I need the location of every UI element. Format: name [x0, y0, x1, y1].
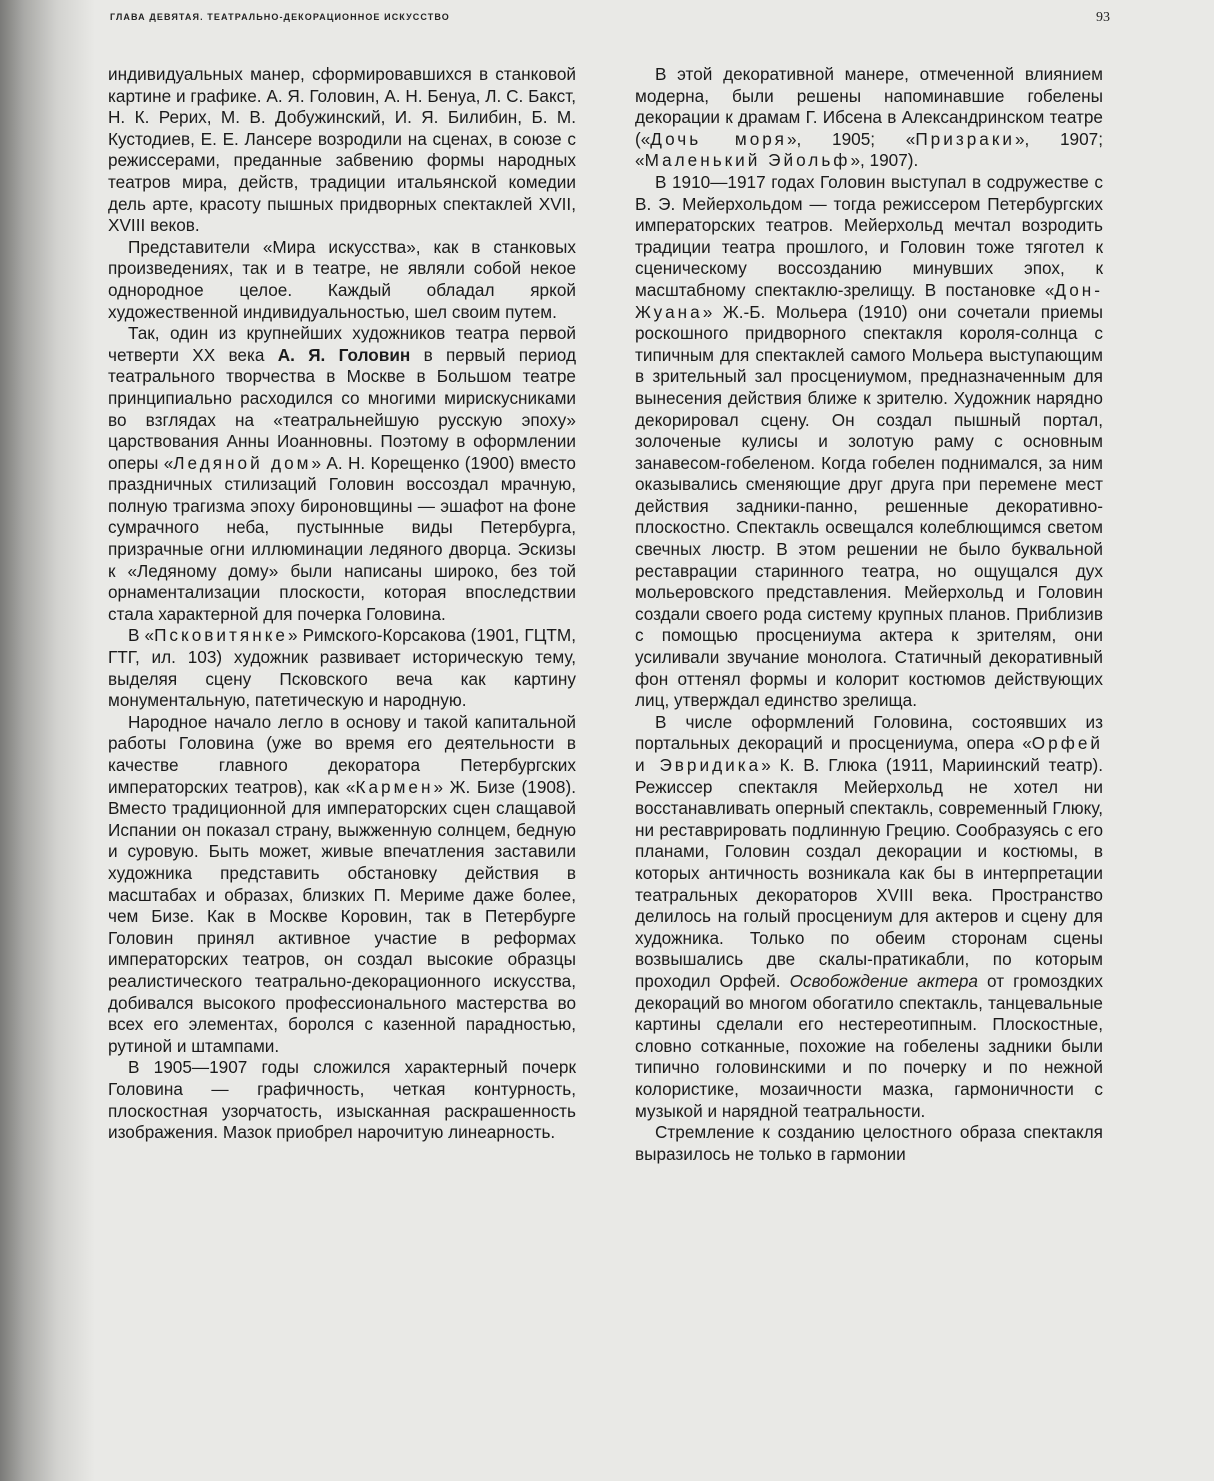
work-title: Маленький Эйольф: [644, 150, 851, 171]
book-spine-shadow: [0, 0, 95, 1481]
paragraph: Народное начало легло в основу и такой капитальной работы Головина (уже во время его деятельности в качестве главного декоратора Петербургских императорских театров), как «Кармен» Ж. Бизе (1908). Вместо традиционной для императорских сцен слащавой Испании он показал страну, выжженную солнцем, бедную и суровую. Быть может, живые впечатления заставили художника представить обстановку действия в масштабах и образах, близких П. Мериме даже более, чем Бизе. Как в Москве Коровин, так в Петербурге Головин принял активное участие в реформах императорских театров, он создал высокие образцы реалистического театрально-декорационного искусства, добивался высокого профессионального мастерства во всех его элементах, боролся с казенной парадностью, рутиной и штампами.: [108, 711, 576, 1056]
work-title: Ледяной дом: [173, 452, 312, 473]
right-column: [635, 64, 1103, 1165]
artist-name: А. Я. Головин: [277, 344, 411, 365]
paragraph: Представители «Мира искусства», как в станковых произведениях, так и в театре, не являли собой некое однородное целое. Каждый обладал яркой художественной индивидуальностью, шел своим путем.: [108, 236, 576, 322]
work-title: Псковитянке: [154, 625, 288, 646]
paragraph: В 1905—1907 годы сложился характерный почерк Головина — графичность, четкая контурность, плоскостная узорчатость, изысканная раскрашенность изображения. Мазок приобрел нарочитую линеарность.: [108, 1057, 576, 1143]
running-head: ГЛАВА ДЕВЯТАЯ. ТЕАТРАЛЬНО-ДЕКОРАЦИОННОЕ ИСКУССТВО: [110, 12, 450, 22]
page-number: 93: [1096, 10, 1110, 25]
work-title: Призраки: [915, 128, 1015, 149]
paragraph: Стремление к созданию целостного образа спектакля выразилось не только в гармонии: [635, 1122, 1103, 1164]
paragraph: Так, один из крупнейших художников театра первой четверти XX века А. Я. Головин в первый период театрального творчества в Москве в Большом театре принципиально расходился со многими мирискусниками во взглядах на «театральнейшую русскую эпоху» царствования Анны Иоанновны. Поэтому в оформлении оперы «Ледяной дом» А. Н. Корещенко (1900) вместо праздничных стилизаций Головин воссоздал мрачную, полную трагизма эпоху бироновщины — эшафот на фоне сумрачного неба, пустынные виды Петербурга, призрачные огни иллюминации ледяного дворца. Эскизы к «Ледяному дому» были написаны широко, без той орнаментализации плоскости, которая впоследствии стала характерной для почерка Головина.: [108, 323, 577, 624]
page-header: [110, 8, 1110, 30]
work-title: Орфей и Эвридика: [635, 733, 1103, 775]
left-column: [108, 64, 576, 1144]
paragraph: индивидуальных манер, сформировавшихся в станковой картине и графике. А. Я. Головин, А. Н. Бенуа, Л. С. Бакст, Н. К. Рерих, М. В. Добужинский, И. Я. Билибин, Б. М. Кустодиев, Е. Е. Лансере возродили на сценах, в союзе с режиссерами, преданные забвению формы народных театров мира, действ, традиции итальянской комедии дель арте, красоту пышных придворных спектаклей XVII, XVIII веков.: [108, 64, 576, 236]
paragraph: В «Псковитянке» Римского-Корсакова (1901, ГЦТМ, ГТГ, ил. 103) художник развивает историческую тему, выделяя сцену Псковского веча как картину монументальную, патетическую и народную.: [108, 625, 576, 711]
work-title: Дон-Жуана: [635, 279, 1103, 322]
paragraph: В этой декоративной манере, отмеченной влиянием модерна, были решены напоминавшие гобелены декорации к драмам Г. Ибсена в Александринском театре («Дочь моря», 1905; «Призраки», 1907; «Маленький Эйольф», 1907).: [635, 64, 1104, 171]
paragraph: В числе оформлений Головина, состоявших из портальных декораций и просцениума, опера «Орфей и Эвридика» К. В. Глюка (1911, Мариинский театр). Режиссер спектакля Мейерхольд не хотел ни восстанавливать оперный спектакль, современный Глюку, ни реставрировать подлинную Грецию. Сообразуясь с его планами, Головин создал декорации и костюмы, в которых античность возникала как бы в интерпретации театральных декораторов XVIII века. Пространство делилось на голый просцениум для актеров и сцену для художника. Только по обеим сторонам сцены возвышались две скалы-пратикабли, по которым проходил Орфей. Освобождение актера от громоздких декораций во многом обогатило спектакль, танцевальные картины сделали его нестереотипным. Плоскостные, словно сотканные, похожие на гобелены задники были типично головинскими и по почерку и по нежной колористике, мозаичности мазка, гармоничности с музыкой и нарядной театральности.: [635, 711, 1103, 1121]
work-title: Дочь моря: [650, 128, 787, 149]
emphasis: Освобождение актера: [789, 970, 978, 991]
paragraph: В 1910—1917 годах Головин выступал в содружестве с В. Э. Мейерхольдом — тогда режиссером Петербургских императорских театров. Мейерхольд мечтал возродить традиции театра прошлого, и Головин тоже тяготел к сценическому воссозданию минувших эпох, к масштабному спектаклю-зрелищу. В постановке «Дон-Жуана» Ж.-Б. Мольера (1910) они сочетали приемы роскошного придворного спектакля короля-солнца с типичным для спектаклей самого Мольера выступающим в зрительный зал просцениумом, предназначенным для вынесения действия ближе к зрителю. Художник нарядно декорировал сцену. Он создал пышный портал, золоченые кулисы и золотую раму с основным занавесом-гобеленом. Когда гобелен поднимался, за ним оказывались сменяющие друг друга при перемене мест действия задники-панно, решенные декоративно-плоскостно. Спектакль освещался колеблющимся светом свечных люстр. В этом решении не было буквальной реставрации старинного театра, но ощущался дух мольеровского представления. Мейерхольд и Головин создали своего рода систему крупных планов. Приблизив с помощью просцениума актера к зрителям, они усиливали звучание монолога. Статичный декоративный фон оттенял формы и колорит костюмов действующих лиц, утверждал единство зрелища.: [635, 171, 1103, 711]
work-title: Кармен: [355, 776, 434, 797]
